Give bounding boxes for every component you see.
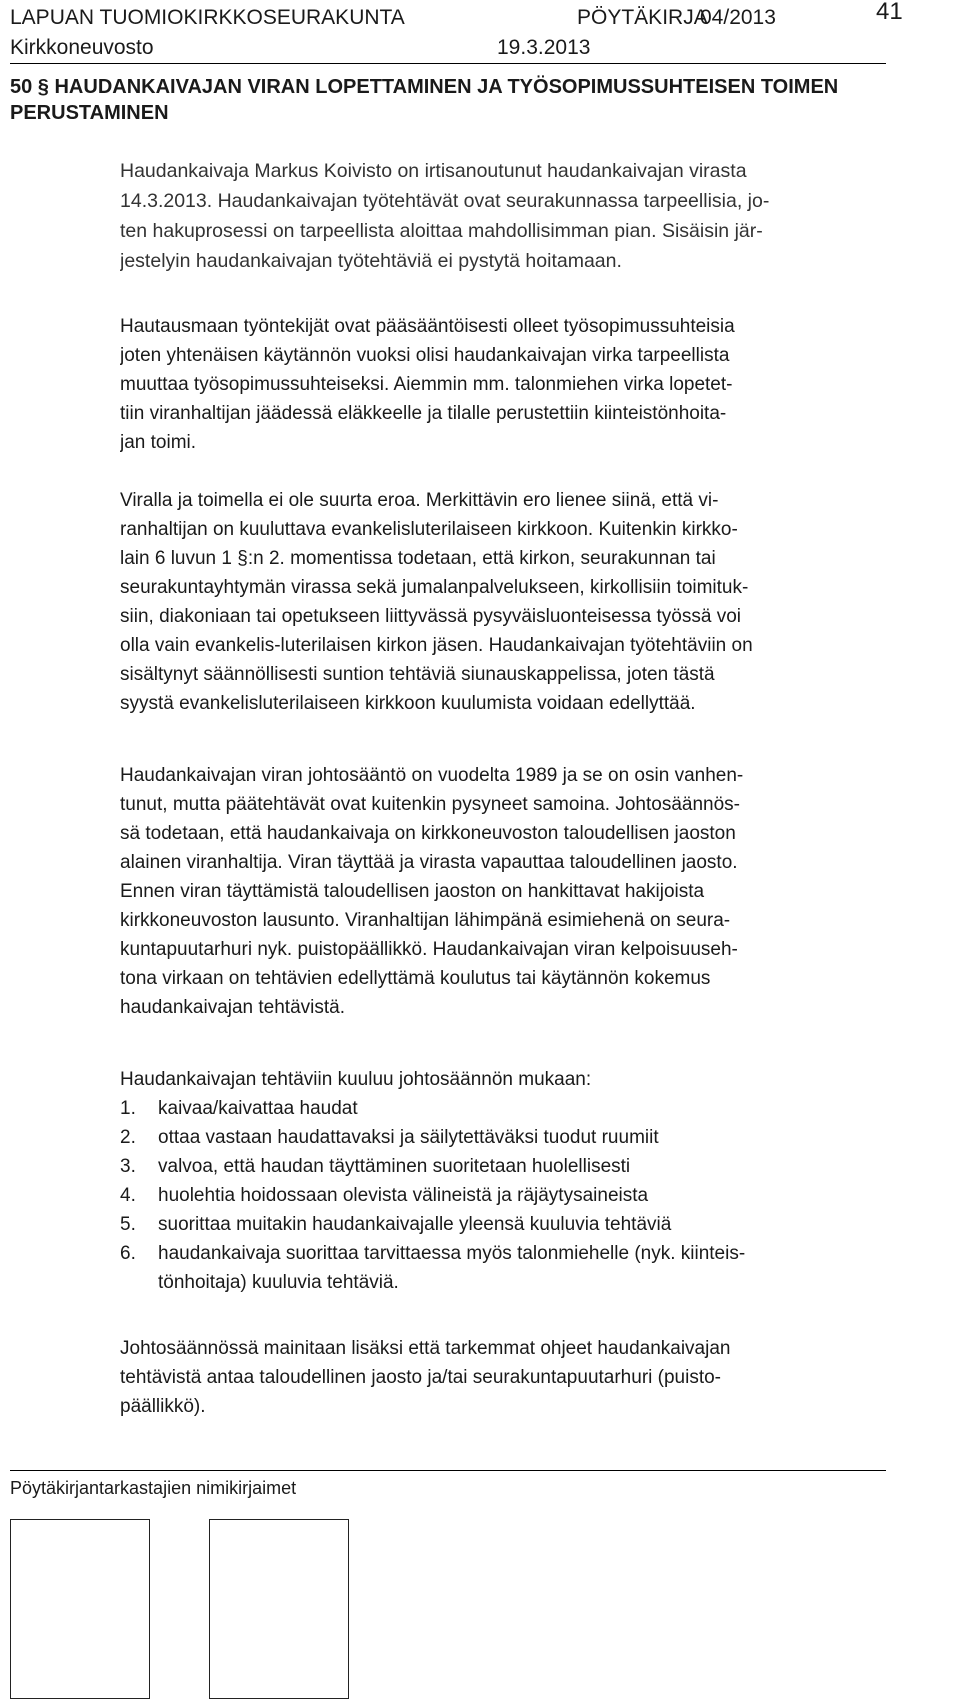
- paragraph-2-line: muuttaa työsopimussuhteiseksi. Aiemmin mm. talonmiehen virka lopetet-: [120, 374, 733, 395]
- paragraph-4-line: tunut, mutta päätehtävät ovat kuitenkin pysyneet samoina. Johtosäännös-: [120, 794, 740, 815]
- list-item-text: ottaa vastaan haudattavaksi ja säilytettäväksi tuodut ruumiit: [158, 1127, 659, 1148]
- signatures-label: Pöytäkirjantarkastajien nimikirjaimet: [10, 1478, 297, 1498]
- header-doc: PÖYTÄKIRJA: [577, 6, 708, 29]
- header-org: LAPUAN TUOMIOKIRKKOSEURAKUNTA: [10, 6, 405, 29]
- list-intro: Haudankaivajan tehtäviin kuuluu johtosäännön mukaan:: [120, 1069, 592, 1090]
- paragraph-3-line: sisältynyt säännöllisesti suntion tehtäviä siunauskappelissa, joten tästä: [120, 664, 715, 685]
- paragraph-4-line: haudankaivajan tehtävistä.: [120, 997, 345, 1018]
- section-title: [10, 74, 910, 126]
- paragraph-4-line: alainen viranhaltija. Viran täyttää ja virasta vapauttaa taloudellinen jaosto.: [120, 852, 738, 873]
- signature-box-2: [209, 1519, 349, 1699]
- paragraph-5-line: tehtävistä antaa taloudellinen jaosto ja/tai seurakuntapuutarhuri (puisto-: [120, 1367, 721, 1388]
- list-item-text: suorittaa muitakin haudankaivajalle yleensä kuuluvia tehtäviä: [158, 1214, 672, 1235]
- paragraph-4-line: Haudankaivajan viran johtosääntö on vuodelta 1989 ja se on osin vanhen-: [120, 765, 744, 786]
- paragraph-2-line: joten yhtenäisen käytännön vuoksi olisi haudankaivajan virka tarpeellista: [120, 345, 730, 366]
- paragraph-5-line: päällikkö).: [120, 1396, 206, 1417]
- list-item: [120, 1094, 358, 1123]
- section-title-line1: 50 § HAUDANKAIVAJAN VIRAN LOPETTAMINEN JA TYÖSOPIMUSSUHTEISEN TOIMEN: [10, 76, 839, 98]
- paragraph-4-line: Ennen viran täyttämistä taloudellisen jaoston on hankittavat hakijoista: [120, 881, 705, 902]
- paragraph-4-line: tona virkaan on tehtävien edellyttämä koulutus tai käytännön kokemus: [120, 968, 711, 989]
- paragraph-1-line: Haudankaivaja Markus Koivisto on irtisanoutunut haudankaivajan virasta: [120, 160, 747, 182]
- paragraph-2-line: Hautausmaan työntekijät ovat pääsääntöisesti olleet työsopimussuhteisia: [120, 316, 735, 337]
- paragraph-3-line: syystä evankelisluterilaiseen kirkkoon kuulumista voidaan edellyttää.: [120, 693, 696, 714]
- signature-box-1: [10, 1519, 150, 1699]
- list-item-number: 6.: [120, 1243, 136, 1264]
- paragraph-3-line: siin, diakoniaan tai opetukseen liittyvässä pysyväisluonteisessa työssä voi: [120, 606, 741, 627]
- paragraph-3-line: Viralla ja toimella ei ole suurta eroa. Merkittävin ero lienee siinä, että vi-: [120, 490, 719, 511]
- paragraph-2-line: tiin viranhaltijan jäädessä eläkkeelle ja tilalle perustettiin kiinteistönhoita-: [120, 403, 727, 424]
- paragraph-2-line: jan toimi.: [120, 432, 197, 453]
- paragraph-1-line: ten hakuprosessi on tarpeellista aloittaa mahdollisimman pian. Sisäisin jär-: [120, 220, 763, 242]
- list-item-text: haudankaivaja suorittaa tarvittaessa myös talonmiehelle (nyk. kiinteis-: [158, 1243, 746, 1264]
- header-doc-number: 04/2013: [700, 6, 776, 29]
- paragraph-1-line: 14.3.2013. Haudankaivajan työtehtävät ovat seurakunnassa tarpeellisia, jo-: [120, 190, 770, 212]
- list-item: [120, 1123, 659, 1152]
- header-date: 19.3.2013: [497, 36, 591, 59]
- paragraph-4-line: kuntapuutarhuri nyk. puistopäällikkö. Haudankaivajan viran kelpoisuuseh-: [120, 939, 738, 960]
- page-number: 41: [876, 0, 903, 25]
- list-item: [120, 1152, 630, 1181]
- footer-rule: [10, 1470, 886, 1471]
- list-item-text: huolehtia hoidossaan olevista välineistä ja räjäytysaineista: [158, 1185, 649, 1206]
- paragraph-4-line: sä todetaan, että haudankaivaja on kirkkoneuvoston taloudellisen jaoston: [120, 823, 736, 844]
- paragraph-4-line: kirkkoneuvoston lausunto. Viranhaltijan lähimpänä esimiehenä on seura-: [120, 910, 731, 931]
- paragraph-5-line: Johtosäännössä mainitaan lisäksi että tarkemmat ohjeet haudankaivajan: [120, 1338, 731, 1359]
- list-item: [120, 1210, 671, 1239]
- list-item-number: 2.: [120, 1127, 136, 1148]
- header-rule: [10, 63, 886, 64]
- header-body: Kirkkoneuvosto: [10, 36, 154, 59]
- list-item: [120, 1239, 745, 1268]
- list-item-number: 1.: [120, 1098, 136, 1119]
- paragraph-3-line: seurakuntayhtymän virassa sekä jumalanpalvelukseen, kirkollisiin toimituk-: [120, 577, 749, 598]
- paragraph-3-line: ranhaltijan on kuuluttava evankelisluterilaiseen kirkkoon. Kuitenkin kirkko-: [120, 519, 738, 540]
- list-item-number: 3.: [120, 1156, 136, 1177]
- section-title-line2: PERUSTAMINEN: [10, 102, 169, 124]
- paragraph-1-line: jestelyin haudankaivajan työtehtäviä ei pystytä hoitamaan.: [120, 250, 622, 272]
- list-item: [120, 1181, 648, 1210]
- paragraph-3-line: lain 6 luvun 1 §:n 2. momentissa todetaan, että kirkon, seurakunnan tai: [120, 548, 716, 569]
- list-item-number: 4.: [120, 1185, 136, 1206]
- list-item-number: 5.: [120, 1214, 136, 1235]
- list-item-continuation: [158, 1268, 399, 1297]
- list-item-text: tönhoitaja) kuuluvia tehtäviä.: [158, 1272, 399, 1293]
- list-item-text: kaivaa/kaivattaa haudat: [158, 1098, 358, 1119]
- paragraph-3-line: olla vain evankelis-luterilaisen kirkon jäsen. Haudankaivajan työtehtäviin on: [120, 635, 753, 656]
- list-item-text: valvoa, että haudan täyttäminen suoritetaan huolellisesti: [158, 1156, 631, 1177]
